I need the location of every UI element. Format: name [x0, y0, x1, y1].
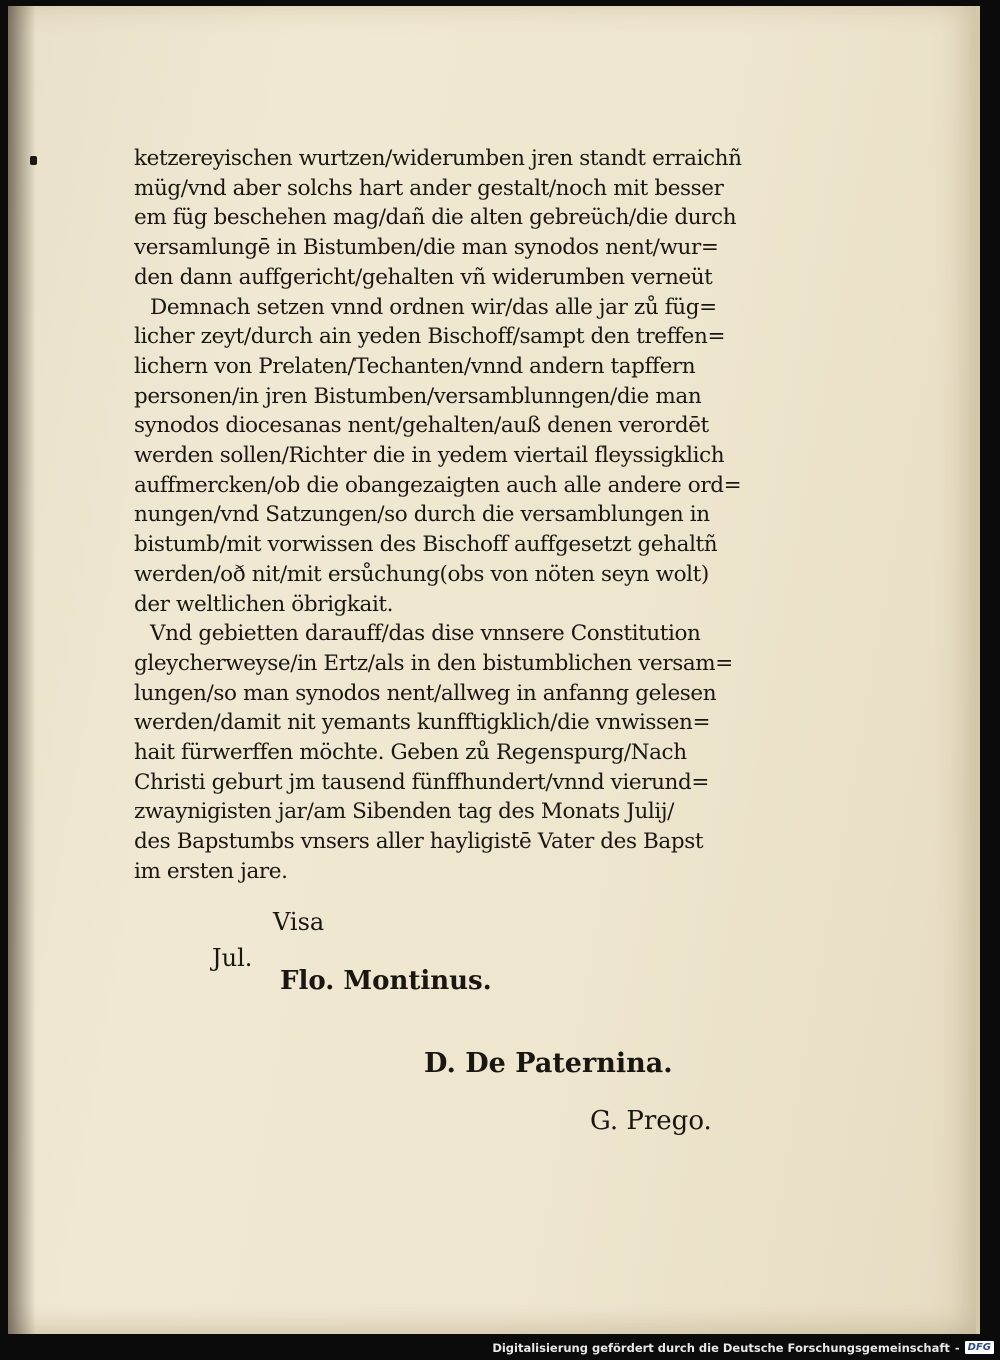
text-line: ketzereyischen wurtzen/widerumben jren standt erraichñ	[134, 146, 742, 171]
text-line: licher zeyt/durch ain yeden Bischoff/sampt den treffen=	[134, 324, 726, 350]
signature-paternina: D. De Paternina.	[424, 1048, 673, 1079]
text-line: werden/damit nit yemants kunfftigklich/die vnwissen=	[134, 710, 711, 736]
text-line: auffmercken/ob die obangezaigten auch alle andere ord=	[134, 472, 742, 498]
funding-credit-text: Digitalisierung gefördert durch die Deutsche Forschungsgemeinschaft	[492, 1340, 950, 1355]
text-line: personen/in jren Bistumben/versamblunngen/die man	[134, 383, 702, 409]
footer-separator: -	[954, 1340, 960, 1355]
signature-prego: G. Prego.	[590, 1106, 712, 1136]
dfg-logo-icon: DFG	[965, 1341, 994, 1354]
text-line: bistumb/mit vorwissen des Bischoff auffgesetzt gehaltñ	[134, 532, 718, 558]
text-line: des Bapstumbs vnsers aller hayligistē Vater des Bapst	[134, 829, 704, 855]
paragraph-start-line: Vnd gebietten darauff/das dise vnnsere Constitution	[150, 621, 701, 647]
page-gutter-shadow	[8, 6, 36, 1334]
text-line: der weltlichen öbrigkait.	[134, 591, 394, 617]
text-line: synodos diocesanas nent/gehalten/auß denen verordēt	[134, 413, 709, 439]
paragraph-start-line: Demnach setzen vnnd ordnen wir/das alle jar zů füg=	[150, 294, 717, 320]
text-line: lichern von Prelaten/Techanten/vnnd andern tapffern	[134, 353, 696, 379]
main-text-block	[134, 144, 786, 887]
text-line: den dann auffgericht/gehalten vñ widerumben verneüt	[134, 264, 713, 290]
text-line: im ersten jare.	[134, 858, 288, 884]
text-line: werden/oð nit/mit ersůchung(obs von nöten seyn wolt)	[134, 561, 709, 587]
signature-jul: Jul.	[212, 944, 253, 972]
text-line: zwaynigisten jar/am Sibenden tag des Monats Julij/	[134, 799, 674, 825]
document-page	[8, 6, 980, 1334]
text-line: müg/vnd aber solchs hart ander gestalt/noch mit besser	[134, 175, 724, 201]
signature-montinus: Flo. Montinus.	[280, 966, 492, 996]
text-line: Christi geburt jm tausend fünffhundert/vnnd vierund=	[134, 769, 709, 795]
funding-credit	[492, 1338, 994, 1357]
signature-visa: Visa	[273, 908, 325, 936]
text-line: lungen/so man synodos nent/allweg in anfanng gelesen	[134, 680, 717, 706]
text-line: werden sollen/Richter die in yedem viertail fleyssigklich	[134, 443, 725, 469]
text-line: nungen/vnd Satzungen/so durch die versamblungen in	[134, 502, 710, 528]
text-line: versamlungē in Bistumben/die man synodos nent/wur=	[134, 235, 719, 261]
text-line: em füg beschehen mag/dañ die alten gebreüch/die durch	[134, 205, 737, 231]
text-line: gleycherweyse/in Ertz/als in den bistumblichen versam=	[134, 650, 733, 676]
ink-mark	[30, 156, 37, 165]
text-line: hait fürwerffen möchte. Geben zů Regenspurg/Nach	[134, 740, 687, 766]
